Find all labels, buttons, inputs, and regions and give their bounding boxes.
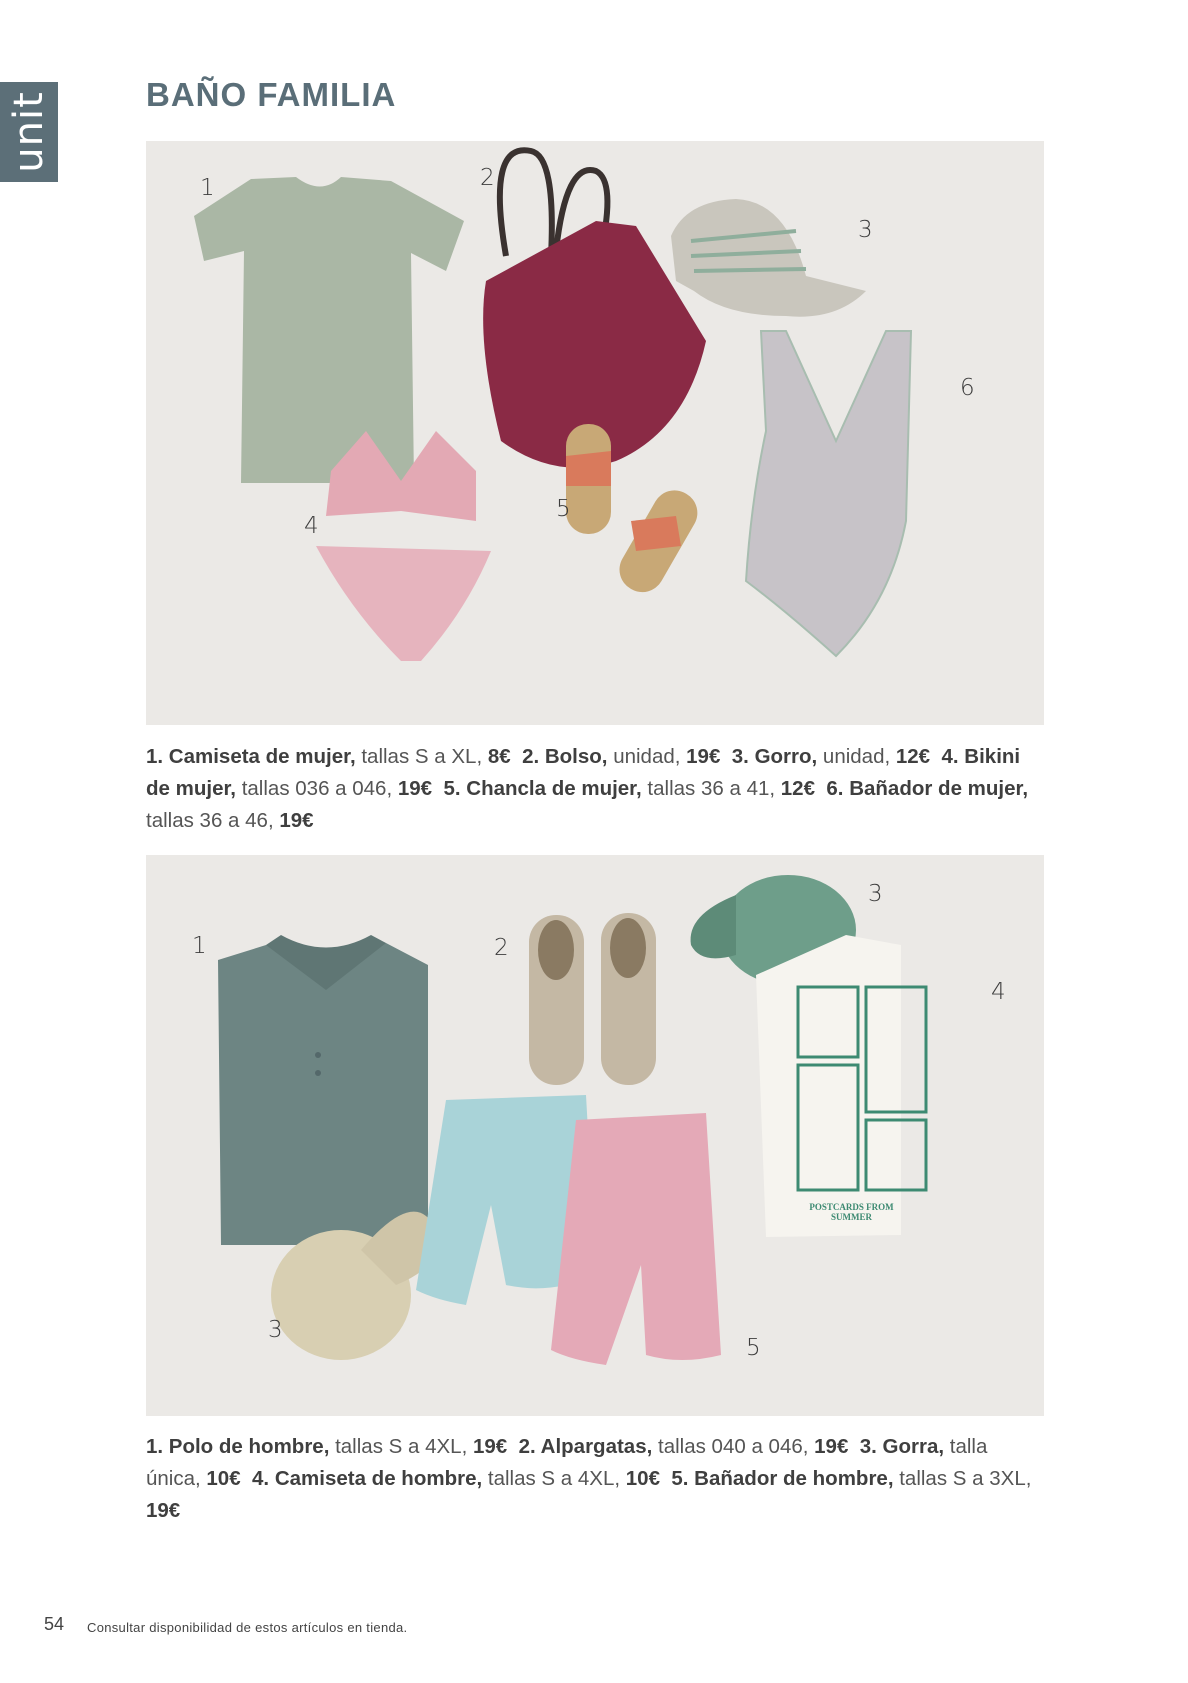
product-detail: tallas 36 a 41, (641, 777, 781, 800)
item-number: 2 (494, 935, 509, 961)
product-name: 1. Polo de hombre, (146, 1435, 330, 1458)
womens-swimsuit-image (746, 331, 911, 656)
swim-shorts-image (416, 1095, 721, 1365)
bucket-hat-image (671, 199, 866, 317)
product-detail: tallas S a XL, (355, 745, 488, 768)
product-detail: tallas S a 3XL, (893, 1467, 1032, 1490)
product-detail: tallas 36 a 46, (146, 809, 280, 832)
product-price: 10€ (206, 1467, 241, 1490)
product-price: 8€ (487, 745, 511, 768)
product-price: 19€ (146, 1499, 181, 1522)
brand-logo-text: unit (6, 91, 52, 173)
item-number: 2 (480, 165, 495, 191)
item-number: 3 (858, 217, 873, 243)
item-number: 1 (192, 933, 207, 959)
product-detail: tallas S a 4XL, (329, 1435, 473, 1458)
bag-image (483, 150, 706, 467)
item-number: 1 (200, 175, 215, 201)
product-detail: tallas 036 a 046, (236, 777, 398, 800)
product-name: 2. Bolso, (522, 745, 608, 768)
item-number: 6 (960, 375, 975, 401)
product-price: 19€ (397, 777, 433, 800)
espadrilles-image (529, 913, 656, 1085)
product-name: 6. Bañador de mujer, (826, 777, 1029, 800)
womens-tshirt-image (194, 177, 464, 483)
item-number: 5 (746, 1335, 761, 1361)
item-number: 4 (304, 513, 319, 539)
product-price: 19€ (686, 745, 721, 768)
brand-logo-tab (0, 82, 58, 182)
product-name: 4. Bikini de mujer, (146, 745, 1021, 800)
product-detail: tallas 040 a 046, (652, 1435, 815, 1458)
product-detail: unidad, (607, 745, 687, 768)
tshirt-print-text: POSTCARDS FROM SUMMER (809, 1202, 894, 1222)
product-price: 19€ (279, 809, 314, 832)
product-name: 4. Camiseta de hombre, (252, 1467, 483, 1490)
product-detail: talla única, (146, 1435, 988, 1490)
item-number: 3 (268, 1317, 283, 1343)
page-title: BAÑO FAMILIA (146, 76, 397, 113)
women-products-caption (146, 741, 1046, 837)
product-name: 5. Bañador de hombre, (671, 1467, 894, 1490)
product-price: 19€ (814, 1435, 849, 1458)
item-number: 5 (556, 496, 571, 522)
product-price: 19€ (472, 1435, 508, 1458)
item-number: 4 (991, 979, 1006, 1005)
product-detail: tallas S a 4XL, (482, 1467, 626, 1490)
polo-shirt-image (218, 935, 428, 1245)
bikini-bottom-image (316, 546, 491, 661)
product-name: 5. Chancla de mujer, (443, 777, 642, 800)
product-detail: unidad, (817, 745, 896, 768)
page-number: 54 (44, 1614, 65, 1634)
product-name: 3. Gorro, (731, 745, 818, 768)
product-name: 3. Gorra, (859, 1435, 945, 1458)
product-name: 2. Alpargatas, (518, 1435, 653, 1458)
item-number: 3 (868, 881, 883, 907)
women-products-photo (146, 141, 1044, 725)
product-price: 12€ (780, 777, 815, 800)
men-products-caption (146, 1431, 1046, 1527)
footer-note: Consultar disponibilidad de estos artículos en tienda. (87, 1620, 408, 1635)
mens-tshirt-image (756, 935, 926, 1237)
women-products-illustration (146, 141, 1044, 725)
product-name: 1. Camiseta de mujer, (146, 745, 356, 768)
product-price: 12€ (895, 745, 931, 768)
men-products-photo (146, 855, 1044, 1416)
product-price: 10€ (625, 1467, 660, 1490)
